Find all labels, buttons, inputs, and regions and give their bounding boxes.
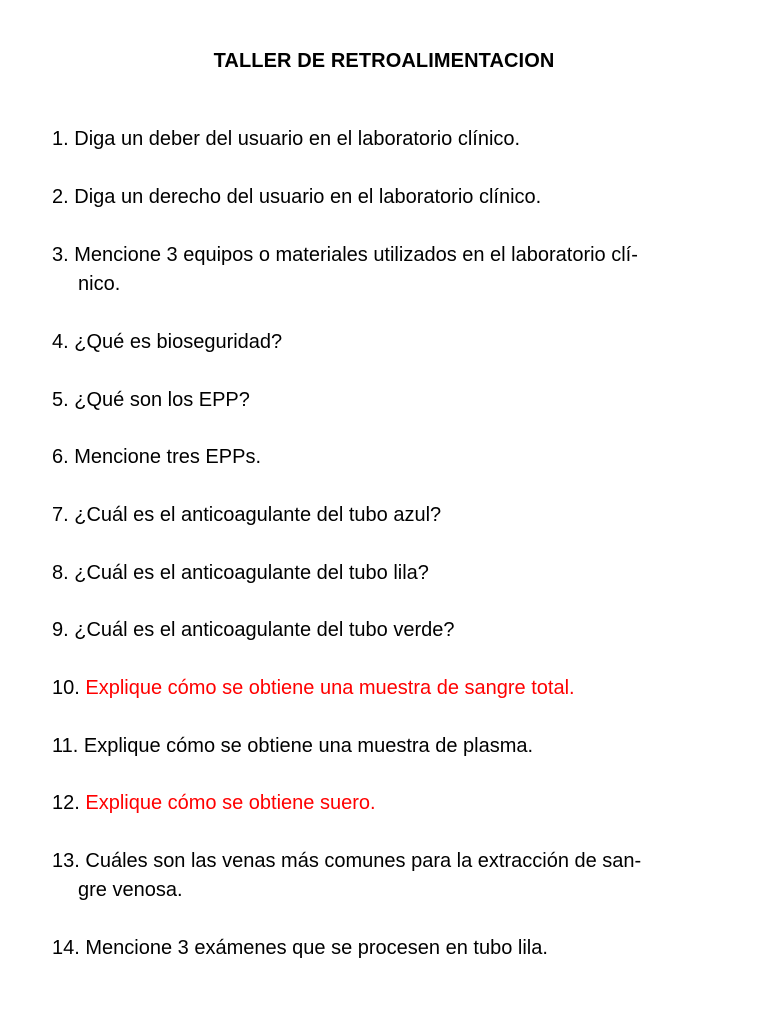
question-2 bbox=[52, 183, 722, 212]
question-6 bbox=[52, 443, 722, 472]
question-number: 2. bbox=[52, 186, 69, 208]
question-4 bbox=[52, 328, 722, 357]
question-text: Diga un deber del usuario en el laboratorio clínico. bbox=[74, 128, 521, 150]
question-text-continuation: nico. bbox=[78, 273, 121, 295]
question-text: Mencione 3 equipos o materiales utilizados en el laboratorio clí- bbox=[74, 244, 638, 266]
question-number: 10. bbox=[52, 677, 80, 699]
question-7 bbox=[52, 501, 722, 530]
question-text-highlighted: Explique cómo se obtiene suero. bbox=[85, 792, 376, 814]
question-text: ¿Cuál es el anticoagulante del tubo verde? bbox=[74, 619, 455, 641]
question-number: 4. bbox=[52, 331, 69, 353]
question-number: 11. bbox=[52, 735, 79, 757]
question-text: ¿Cuál es el anticoagulante del tubo lila? bbox=[74, 562, 429, 584]
question-number: 9. bbox=[52, 619, 69, 641]
question-3 bbox=[52, 241, 722, 299]
question-number: 14. bbox=[52, 937, 80, 959]
question-1 bbox=[52, 125, 722, 154]
page-title: TALLER DE RETROALIMENTACION bbox=[213, 50, 555, 72]
question-text: Diga un derecho del usuario en el laboratorio clínico. bbox=[74, 186, 542, 208]
question-text: ¿Qué es bioseguridad? bbox=[74, 331, 283, 353]
question-text: ¿Cuál es el anticoagulante del tubo azul? bbox=[74, 504, 442, 526]
question-5 bbox=[52, 386, 722, 415]
question-10 bbox=[52, 674, 722, 703]
question-text: Cuáles son las venas más comunes para la extracción de san- bbox=[85, 850, 642, 872]
question-text: Mencione 3 exámenes que se procesen en tubo lila. bbox=[85, 937, 548, 959]
question-number: 13. bbox=[52, 850, 80, 872]
question-text: ¿Qué son los EPP? bbox=[74, 389, 250, 411]
question-number: 8. bbox=[52, 562, 69, 584]
question-text: Explique cómo se obtiene una muestra de plasma. bbox=[83, 735, 534, 757]
question-text-highlighted: Explique cómo se obtiene una muestra de sangre total. bbox=[85, 677, 575, 699]
question-number: 3. bbox=[52, 244, 69, 266]
question-13 bbox=[52, 847, 722, 905]
question-number: 7. bbox=[52, 504, 69, 526]
question-text-continuation: gre venosa. bbox=[78, 879, 183, 901]
question-text: Mencione tres EPPs. bbox=[74, 446, 261, 468]
question-8 bbox=[52, 559, 722, 588]
question-12 bbox=[52, 789, 722, 818]
question-number: 12. bbox=[52, 792, 80, 814]
question-number: 5. bbox=[52, 389, 69, 411]
question-14 bbox=[52, 934, 722, 963]
question-11 bbox=[52, 732, 722, 761]
question-number: 1. bbox=[52, 128, 69, 150]
question-9 bbox=[52, 616, 722, 645]
question-number: 6. bbox=[52, 446, 69, 468]
